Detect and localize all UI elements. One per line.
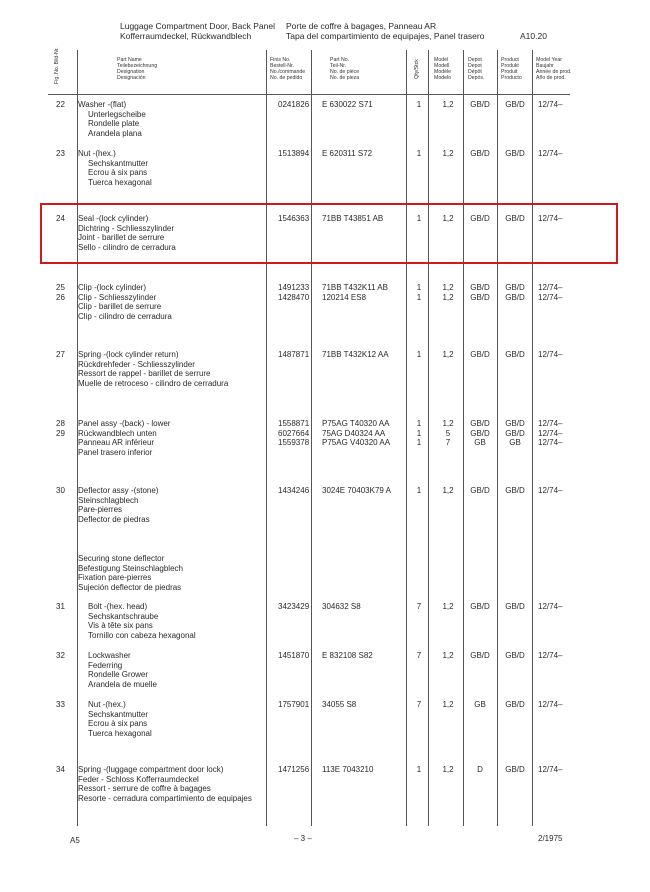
title-fr: Porte de coffre à bagages, Panneau AR (286, 21, 437, 31)
column-divider (311, 50, 312, 826)
title-es: Tapa del compartimiento de equipajes, Panel trasero (286, 31, 485, 41)
header-qty: Qty/Stck (414, 59, 420, 79)
header-year: Model Year Baujahr Année de prod. Año de prod. (536, 57, 572, 81)
header-rule (48, 94, 570, 95)
column-divider (463, 50, 464, 826)
column-divider (406, 50, 407, 826)
header-part-name: Part Name Teilebezeichnung Designation Designación (117, 57, 158, 81)
title-de: Kofferraumdeckel, Rückwandblech (120, 31, 252, 41)
header-part-no: Part No. Teil-Nr. No. de pièce No. de pieza (330, 57, 360, 81)
footer-date: 2/1975 (538, 834, 563, 843)
column-divider (266, 50, 267, 826)
column-divider (497, 50, 498, 826)
page-number: – 3 – (294, 834, 312, 843)
header-finis: Finis No. Bestell-Nr. No./commande No. de pedido (270, 57, 306, 81)
header-model: Model Modell Modèle Modelo (434, 57, 452, 81)
column-divider (532, 50, 533, 826)
column-divider (428, 50, 429, 826)
header-depot: Depot Depot Dépôt Depós. (468, 57, 485, 81)
section-code: A10.20 (520, 31, 547, 41)
header-product: Product Produkt Produit Producto (501, 57, 522, 81)
title-en: Luggage Compartment Door, Back Panel (120, 21, 275, 31)
header-fig: Fig. No. Bild-Nr. (54, 47, 60, 84)
footer-left: A5 (70, 836, 80, 845)
